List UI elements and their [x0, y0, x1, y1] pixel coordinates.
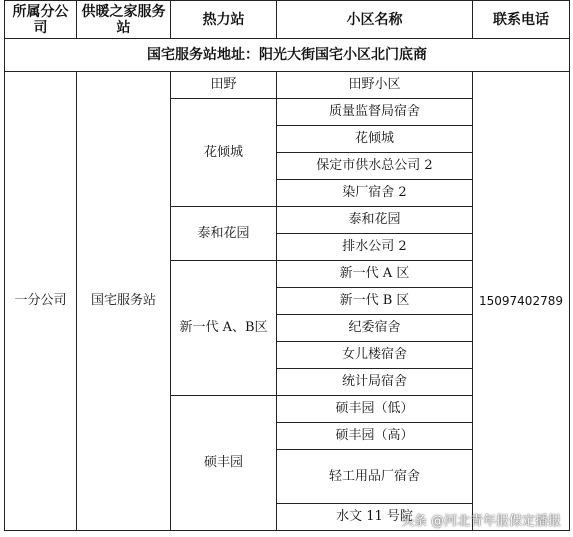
community-cell: 排水公司 2 — [277, 234, 473, 261]
watermark: 头条 @河北青年报保定播报 — [400, 514, 561, 529]
heat-station-cell: 田野 — [171, 72, 277, 99]
community-cell: 女儿楼宿舍 — [277, 342, 473, 369]
header-phone: 联系电话 — [473, 1, 570, 39]
community-cell: 硕丰园（高） — [277, 423, 473, 450]
community-cell: 统计局宿舍 — [277, 369, 473, 396]
community-cell: 纪委宿舍 — [277, 315, 473, 342]
table-row — [5, 72, 570, 99]
heat-station-cell: 硕丰园 — [171, 396, 277, 531]
header-company: 所属分公司 — [5, 1, 77, 39]
header-community: 小区名称 — [277, 1, 473, 39]
header-station: 供暖之家服务站 — [77, 1, 171, 39]
community-cell: 泰和花园 — [277, 207, 473, 234]
header-heat-station: 热力站 — [171, 1, 277, 39]
station-cell: 国宅服务站 — [77, 72, 171, 531]
header-row — [5, 1, 570, 39]
community-cell: 花倾城 — [277, 126, 473, 153]
company-cell: 一分公司 — [5, 72, 77, 531]
heat-station-cell: 新一代 A、B区 — [171, 261, 277, 396]
community-cell: 染厂宿舍 2 — [277, 180, 473, 207]
heat-station-cell: 花倾城 — [171, 99, 277, 207]
community-cell: 新一代 B 区 — [277, 288, 473, 315]
community-cell: 保定市供水总公司 2 — [277, 153, 473, 180]
community-cell: 质量监督局宿舍 — [277, 99, 473, 126]
community-cell: 硕丰园（低） — [277, 396, 473, 423]
phone-cell: 15097402789 — [473, 72, 570, 531]
community-cell: 新一代 A 区 — [277, 261, 473, 288]
heat-station-cell: 泰和花园 — [171, 207, 277, 261]
heating-service-table — [4, 0, 570, 531]
community-cell: 轻工用品厂宿舍 — [277, 450, 473, 504]
station-address: 国宅服务站地址：阳光大街国宅小区北门底商 — [5, 39, 570, 72]
address-row — [5, 39, 570, 72]
community-cell: 水文 11 号院 — [277, 504, 473, 531]
community-cell: 田野小区 — [277, 72, 473, 99]
